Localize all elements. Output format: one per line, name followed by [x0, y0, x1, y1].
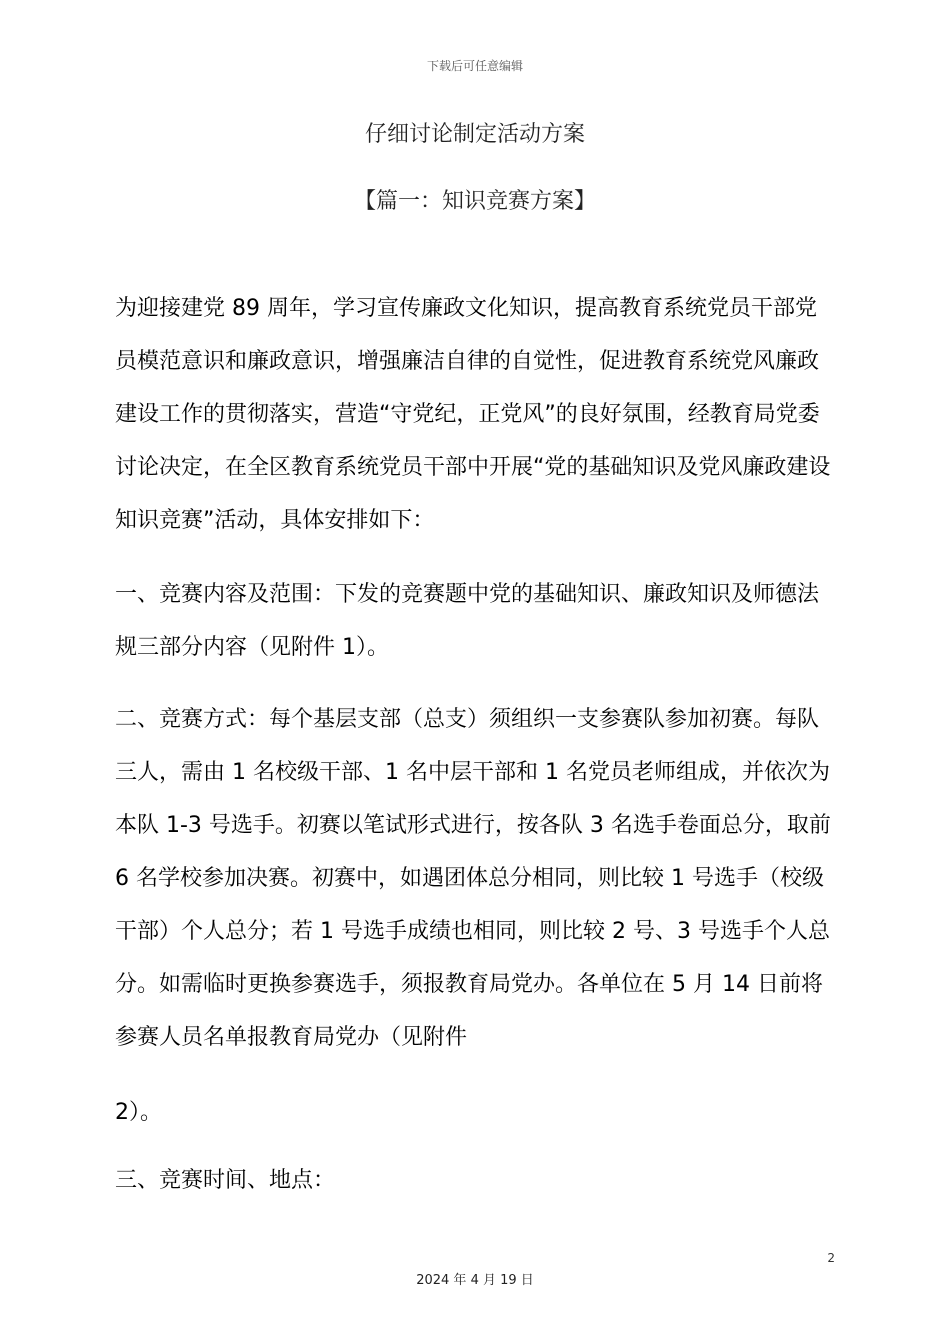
paragraph-text: 为迎接建党 89 周年，学习宣传廉政文化知识，提高教育系统党员干部党员模范意识和廉政意识，增强廉洁自律的自觉性，促进教育系统党风廉政建设工作的贯彻落实，营造“守党纪，正党风”的良好氛围，经教育局党委讨论决定，在全区教育系统党员干部中开展“党的基础知识及党风廉政建设知识竞赛”活动，具体安排如下： [115, 296, 831, 533]
paragraph-section-1 [115, 568, 837, 674]
paragraph-intro [115, 282, 837, 547]
header-note: 下载后可任意编辑 [426, 59, 523, 73]
paragraph-continuation [115, 1086, 837, 1139]
footer-date: 2024 年 4 月 19 日 [416, 1273, 534, 1288]
document-subtitle: 【篇一：知识竞赛方案】 [353, 189, 596, 214]
document-title: 仔细讨论制定活动方案 [364, 122, 585, 147]
paragraph-text: 2）。 [115, 1100, 162, 1125]
paragraph-text: 二、竞赛方式：每个基层支部（总支）须组织一支参赛队参加初赛。每队三人，需由 1 名校级干部、1 名中层干部和 1 名党员老师组成，并依次为本队 1-3 号选手。初赛以笔试形式进行，按各队 3 名选手卷面总分，取前 6 名学校参加决赛。初赛中，如遇团体总分相同，则比较 1 号选手（校级干部）个人总分；若 1 号选手成绩也相同，则比较 2 号、3 号选手个人总分。如需临时更换参赛选手，须报教育局党办。各单位在 5 月 14 日前将参赛人员名单报教育局党办（见附件 [115, 707, 831, 1050]
paragraph-text: 一、竞赛内容及范围：下发的竞赛题中党的基础知识、廉政知识及师德法规三部分内容（见附件 1）。 [115, 582, 820, 660]
page-number: 2 [827, 1251, 835, 1265]
paragraph-text: 三、竞赛时间、地点： [115, 1168, 336, 1193]
paragraph-section-2 [115, 693, 837, 1064]
paragraph-section-3 [115, 1154, 837, 1207]
